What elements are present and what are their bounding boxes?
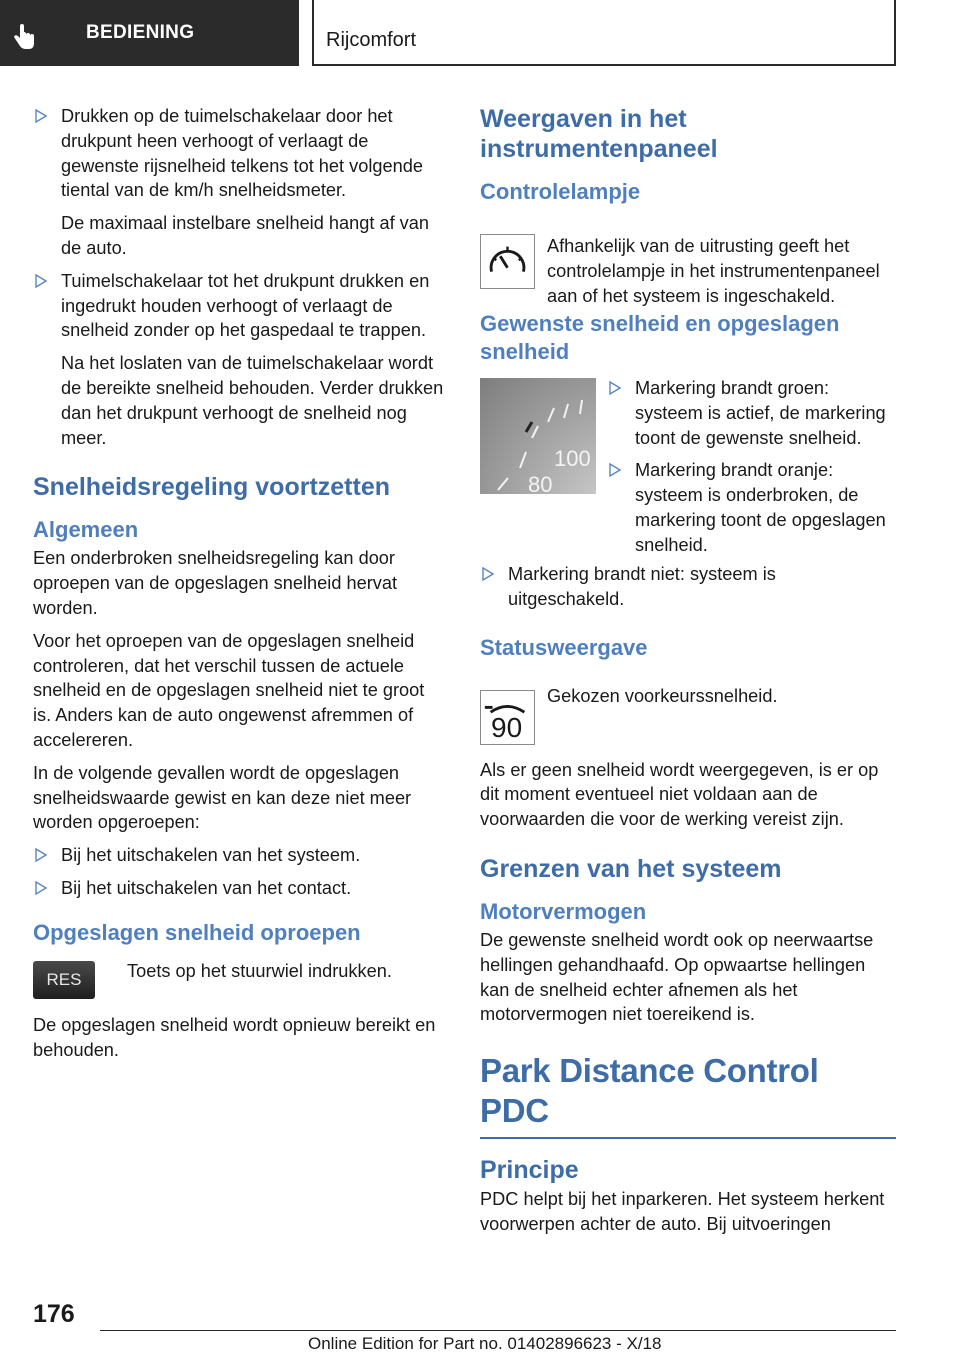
heading-limits: Grenzen van het systeem bbox=[480, 854, 782, 883]
gauge-label-100: 100 bbox=[554, 446, 591, 471]
left-column bbox=[33, 104, 447, 1070]
heading-general: Algemeen bbox=[33, 517, 139, 543]
paragraph: De gewenste snelheid wordt ook op neerwaartse hellingen gehandhaafd. Op opwaartse hellingen kan de snelheid echter afnemen als het motorvermogen niet toereikend is. bbox=[480, 929, 874, 1025]
bullet-text: Drukken op de tuimelschakelaar door het drukpunt heen verhoogt of verlaagt de gewenste rijsnelheid telkens tot het volgende tiental van de km/h snelheidsmeter. bbox=[61, 106, 423, 201]
paragraph: PDC helpt bij het inparkeren. Het systeem herkent voorwerpen achter de auto. Bij uitvoeringen bbox=[480, 1189, 885, 1234]
status-text: Gekozen voorkeurssnelheid. bbox=[547, 685, 778, 706]
section-tab bbox=[0, 0, 299, 66]
footer-edition: Online Edition for Part no. 01402896623 - X/18 bbox=[308, 1334, 662, 1353]
gauge-row bbox=[480, 376, 896, 562]
bullet-item bbox=[607, 376, 897, 450]
chapter-tab bbox=[312, 0, 896, 66]
bullet-item bbox=[607, 458, 897, 557]
gauge-label-80: 80 bbox=[528, 472, 553, 494]
bullet-text: De maximaal instelbare snelheid hangt af van de auto. bbox=[61, 213, 430, 258]
cruise-control-lamp-icon bbox=[480, 234, 535, 289]
footer-divider bbox=[100, 1330, 896, 1331]
chapter-title: Rijcomfort bbox=[326, 29, 417, 51]
bullet-text: Bij het uitschakelen van het contact. bbox=[61, 877, 352, 898]
paragraph: Voor het oproepen van de opgeslagen snelheid controleren, dat het verschil tussen de actuele snelheid en de opgeslagen snelheid niet te groot is. Anders kan de auto ongewenst afremmen of accelereren. bbox=[33, 630, 425, 750]
bullet-item bbox=[33, 104, 447, 261]
hand-pointer-icon bbox=[12, 24, 36, 50]
triangle-bullet-icon bbox=[609, 463, 621, 477]
status-row bbox=[480, 666, 896, 752]
gauge-bullets bbox=[607, 376, 897, 566]
bullet-text: Na het loslaten van de tuimelschakelaar wordt de bereikte snelheid behouden. Verder drukken dan het drukpunt verhoogt de snelheid nog meer. bbox=[61, 353, 444, 448]
triangle-bullet-icon bbox=[35, 881, 47, 895]
heading-principle: Principe bbox=[480, 1156, 579, 1185]
bullet-text: Tuimelschakelaar tot het drukpunt drukken en ingedrukt houden verhoogt of verlaagt de snelheid zonder op het gaspedaal te trappen. bbox=[61, 270, 430, 341]
bullet-item bbox=[480, 562, 896, 612]
speed-status-icon bbox=[480, 690, 535, 745]
lamp-text: Afhankelijk van de uitrusting geeft het controlelampje in het instrumentenpaneel aan of het systeem is ingeschakeld. bbox=[547, 236, 880, 306]
paragraph: Een onderbroken snelheidsregeling kan door oproepen van de opgeslagen snelheid hervat worden. bbox=[33, 548, 398, 618]
heading-resume: Snelheidsregeling voortzetten bbox=[33, 473, 391, 502]
bullet-text: Markering brandt groen: systeem is actief, de markering toont de gewenste snelheid. bbox=[635, 378, 886, 448]
heading-lamp: Controlelampje bbox=[480, 179, 641, 204]
res-row bbox=[33, 959, 447, 1005]
heading-displays: Weergaven in het instrumentenpaneel bbox=[480, 105, 718, 163]
triangle-bullet-icon bbox=[482, 567, 494, 581]
bullet-item bbox=[33, 876, 447, 901]
triangle-bullet-icon bbox=[35, 109, 47, 123]
speedometer-image bbox=[480, 378, 596, 494]
res-button-icon bbox=[33, 961, 95, 999]
bullet-item bbox=[33, 843, 447, 868]
heading-status: Statusweergave bbox=[480, 634, 648, 660]
lamp-row bbox=[480, 210, 896, 306]
res-text: Toets op het stuurwiel indrukken. bbox=[127, 960, 392, 981]
bullet-item bbox=[33, 269, 447, 451]
right-column bbox=[480, 104, 896, 1245]
triangle-bullet-icon bbox=[35, 274, 47, 288]
paragraph: Als er geen snelheid wordt weergegeven, is er op dit moment eventueel niet voldaan aan de voorwaarden die voor de werking vereist zijn. bbox=[480, 759, 879, 830]
paragraph: De opgeslagen snelheid wordt opnieuw bereikt en behouden. bbox=[33, 1014, 436, 1060]
triangle-bullet-icon bbox=[35, 848, 47, 862]
heading-recall: Opgeslagen snelheid oproepen bbox=[33, 919, 361, 945]
bullet-text: Markering brandt niet: systeem is uitgeschakeld. bbox=[508, 564, 776, 609]
triangle-bullet-icon bbox=[609, 381, 621, 395]
heading-pdc: Park Distance Control PDC bbox=[480, 1051, 896, 1139]
heading-desired: Gewenste snelheid en opgeslagen snelheid bbox=[480, 311, 840, 364]
bullet-text: Markering brandt oranje: systeem is onderbroken, de markering toont de opgeslagen snelheid. bbox=[635, 460, 886, 555]
section-title: BEDIENING bbox=[86, 22, 195, 43]
page-number: 176 bbox=[33, 1300, 75, 1328]
paragraph: In de volgende gevallen wordt de opgeslagen snelheidswaarde gewist en kan deze niet meer worden opgeroepen: bbox=[33, 762, 412, 833]
status-speed-value: 90 bbox=[491, 711, 523, 743]
res-label: RES bbox=[46, 969, 82, 989]
heading-engine: Motorvermogen bbox=[480, 898, 647, 924]
bullet-text: Bij het uitschakelen van het systeem. bbox=[61, 845, 361, 866]
